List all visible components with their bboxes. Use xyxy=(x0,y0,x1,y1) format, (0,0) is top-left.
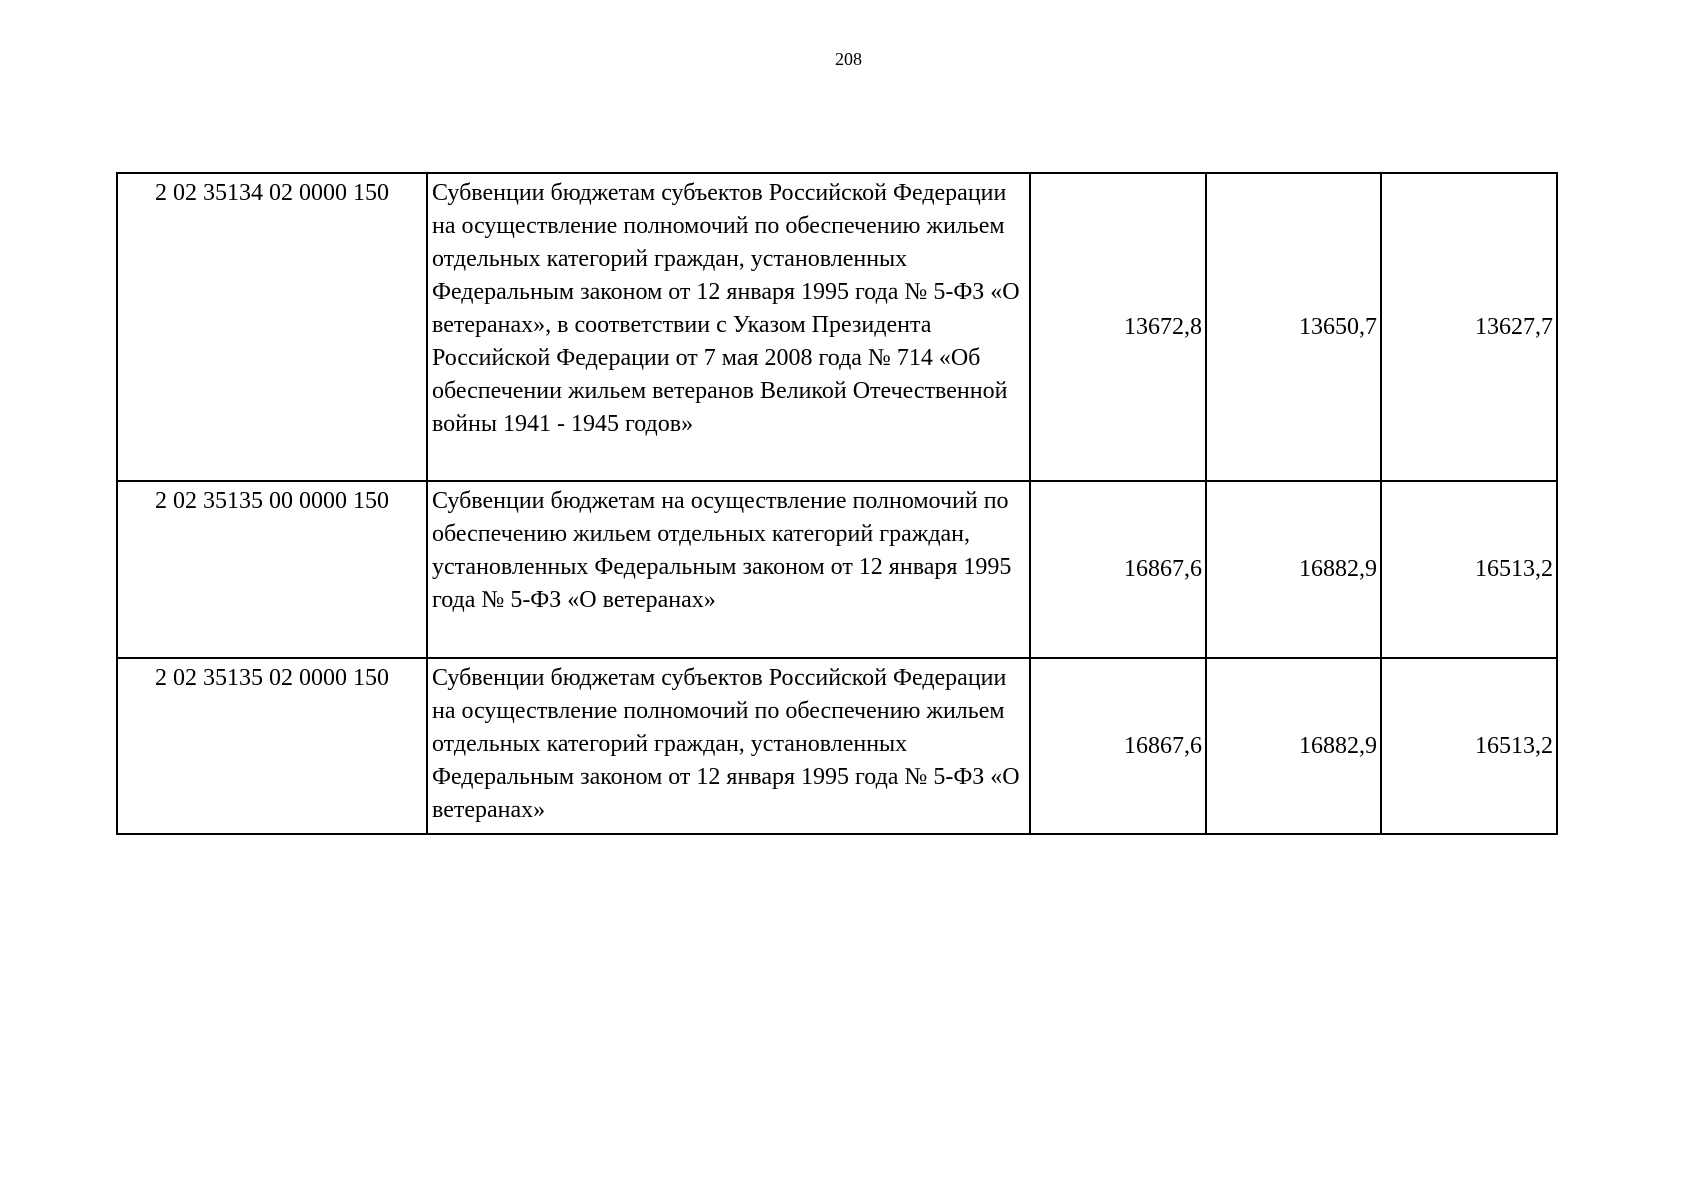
value-cell-year-3: 16513,2 xyxy=(1381,658,1557,834)
description-cell: Субвенции бюджетам субъектов Российской Федерации на осуществление полномочий по обеспечению жильем отдельных категорий граждан, установленных Федеральным законом от 12 января 1995 года № 5-ФЗ «О ветеранах» xyxy=(427,658,1030,834)
value-cell-year-1: 13672,8 xyxy=(1030,173,1206,481)
description-cell: Субвенции бюджетам субъектов Российской Федерации на осуществление полномочий по обеспечению жильем отдельных категорий граждан, установленных Федеральным законом от 12 января 1995 года № 5-ФЗ «О ветеранах», в соответствии с Указом Президента Российской Федерации от 7 мая 2008 года № 714 «Об обеспечении жильем ветеранов Великой Отечественной войны 1941 - 1945 годов» xyxy=(427,173,1030,481)
value-cell-year-1: 16867,6 xyxy=(1030,658,1206,834)
description-cell: Субвенции бюджетам на осуществление полномочий по обеспечению жильем отдельных категорий граждан, установленных Федеральным законом от 12 января 1995 года № 5-ФЗ «О ветеранах» xyxy=(427,481,1030,658)
page-number: 208 xyxy=(835,49,862,69)
value-cell-year-2: 16882,9 xyxy=(1206,658,1381,834)
budget-code-cell: 2 02 35135 02 0000 150 xyxy=(117,658,427,834)
value-cell-year-3: 13627,7 xyxy=(1381,173,1557,481)
budget-table xyxy=(116,172,1558,835)
table-row xyxy=(117,481,1557,658)
value-cell-year-3: 16513,2 xyxy=(1381,481,1557,658)
value-cell-year-2: 13650,7 xyxy=(1206,173,1381,481)
value-cell-year-1: 16867,6 xyxy=(1030,481,1206,658)
budget-code-cell: 2 02 35135 00 0000 150 xyxy=(117,481,427,658)
table-row xyxy=(117,658,1557,834)
table-row xyxy=(117,173,1557,481)
budget-code-cell: 2 02 35134 02 0000 150 xyxy=(117,173,427,481)
value-cell-year-2: 16882,9 xyxy=(1206,481,1381,658)
